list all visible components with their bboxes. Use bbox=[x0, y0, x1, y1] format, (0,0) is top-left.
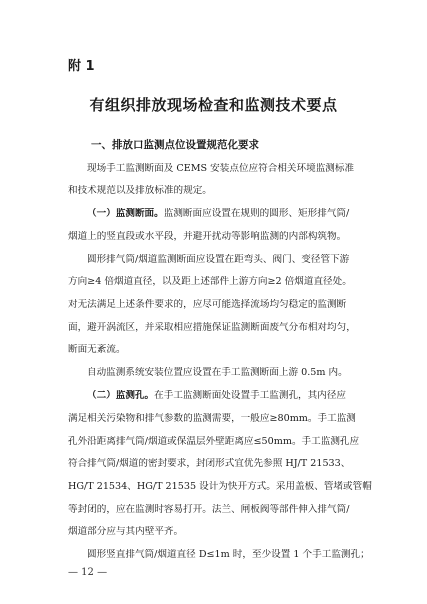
paragraph-line: 等封闭的，应在监测时容易打开。法兰、闸板阀等部件伸入排气筒/ bbox=[68, 504, 350, 515]
paragraph-line: 符合排气筒/烟道的密封要求，封闭形式宜优先参照 HJ/T 21533、 bbox=[68, 458, 351, 469]
paragraph-line: 圆形排气筒/烟道监测断面应设置在距弯头、阀门、变径管下游 bbox=[87, 254, 350, 265]
subsection-lead-monitoring-section: （一）监测断面。 bbox=[87, 208, 164, 219]
paragraph-line: 断面无紊流。 bbox=[68, 344, 126, 355]
section-heading-1: 一、排放口监测点位设置规范化要求 bbox=[91, 139, 259, 151]
subsection-lead-monitoring-hole: （二）监测孔。 bbox=[87, 390, 155, 401]
paragraph-line: （二）监测孔。在手工监测断面处设置手工监测孔，其内径应 bbox=[87, 390, 347, 401]
paragraph-line: HG/T 21534、HG/T 21535 设计为快开方式。采用盖板、管堵或管帽 bbox=[68, 481, 372, 492]
paragraph-line: （一）监测断面。监测断面应设置在规则的圆形、矩形排气筒/ bbox=[87, 208, 350, 219]
paragraph-line: 方向≥4 倍烟道直径，以及距上述部件上游方向≥2 倍烟道直径处。 bbox=[68, 276, 352, 287]
paragraph-line: 面，避开涡流区，并采取相应措施保证监测断面废气分布相对均匀， bbox=[68, 322, 356, 333]
appendix-label: 附 1 bbox=[68, 59, 95, 74]
paragraph-line: 自动监测系统安装位置应设置在手工监测断面上游 0.5m 内。 bbox=[87, 367, 348, 378]
paragraph-line: 对无法满足上述条件要求的，应尽可能选择流场均匀稳定的监测断 bbox=[68, 299, 347, 310]
paragraph-line: 孔外沿距离排气筒/烟道或保温层外壁距离应≤50mm。手工监测孔应 bbox=[68, 436, 360, 447]
paragraph-line: 现场手工监测断面及 CEMS 安装点位应符合相关环境监测标准 bbox=[87, 163, 355, 174]
paragraph-line: 圆形竖直排气筒/烟道直径 D≤1m 时，至少设置 1 个手工监测孔； bbox=[87, 549, 370, 560]
paragraph-line: 和技术规范以及排放标准的规定。 bbox=[68, 185, 212, 196]
document-title: 有组织排放现场检查和监测技术要点 bbox=[89, 96, 338, 114]
paragraph-line: 满足相关污染物和排气参数的监测需要，一般应≥80mm。手工监测 bbox=[68, 413, 356, 424]
paragraph-line: 烟道部分应与其内壁平齐。 bbox=[68, 526, 184, 537]
page-number: — 12 — bbox=[68, 567, 108, 578]
paragraph-line: 烟道上的竖直段或水平段，并避开扰动等影响监测的内部构筑物。 bbox=[68, 231, 347, 242]
